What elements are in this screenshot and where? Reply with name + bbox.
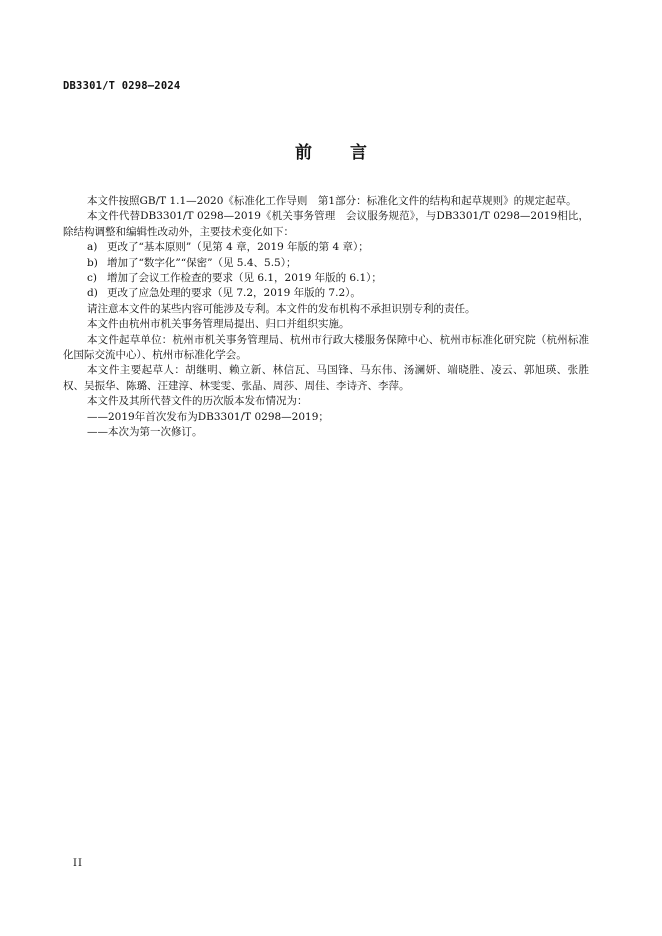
foreword-body: [63, 194, 589, 441]
list-item: [63, 271, 589, 286]
list-item: [63, 240, 589, 255]
section-title: 前言: [295, 143, 405, 163]
list-item-text: 更改了应急处理的要求（见 7.2，2019 年版的 7.2）。: [107, 287, 361, 300]
list-item: [63, 286, 589, 301]
page-number: II: [73, 858, 83, 869]
drafting-basis-paragraph: 本文件按照GB/T 1.1—2020《标准化工作导则 第1部分：标准化文件的结构和起草规则》的规定起草。: [87, 195, 577, 207]
list-item-text: 增加了会议工作检查的要求（见 6.1，2019 年版的 6.1）；: [107, 272, 382, 285]
history-item: ——2019年首次发布为DB3301/T 0298—2019；: [87, 410, 329, 423]
drafters-paragraph: 本文件主要起草人：胡继明、赖立新、林信瓦、马国锋、马东伟、汤澜妍、端晓胜、凌云、郭旭瑛、张胜权、吴振华、陈璐、汪建淳、林雯雯、张晶、周莎、周佳、李诗齐、李萍。: [63, 364, 589, 392]
patent-notice-paragraph: 请注意本文件的某些内容可能涉及专利。本文件的发布机构不承担识别专利的责任。: [87, 302, 476, 315]
history-item: ——本次为第一次修订。: [87, 426, 203, 439]
list-item-text: 增加了“数字化”“保密”（见 5.4、5.5）；: [107, 256, 297, 269]
list-item: [63, 256, 589, 271]
proposer-paragraph: 本文件由杭州市机关事务管理局提出、归口并组织实施。: [87, 318, 350, 331]
history-intro-paragraph: 本文件及其所代替文件的历次版本发布情况为：: [87, 395, 308, 408]
list-marker: c): [87, 272, 97, 285]
list-item-text: 更改了“基本原则”（见第 4 章，2019 年版的第 4 章）；: [107, 241, 369, 254]
list-marker: d): [87, 287, 98, 300]
replacement-paragraph: 本文件代替DB3301/T 0298—2019《机关事务管理 会议服务规范》，与DB3301/T 0298—2019相比，除结构调整和编辑性改动外，主要技术变化如下：: [63, 210, 589, 238]
list-marker: b): [87, 256, 98, 269]
list-marker: a): [87, 241, 98, 254]
drafting-units-paragraph: 本文件起草单位：杭州市机关事务管理局、杭州市行政大楼服务保障中心、杭州市标准化研究院（杭州标准化国际交流中心）、杭州市标准化学会。: [63, 333, 589, 362]
document-code-header: DB3301/T 0298—2024: [63, 80, 181, 92]
